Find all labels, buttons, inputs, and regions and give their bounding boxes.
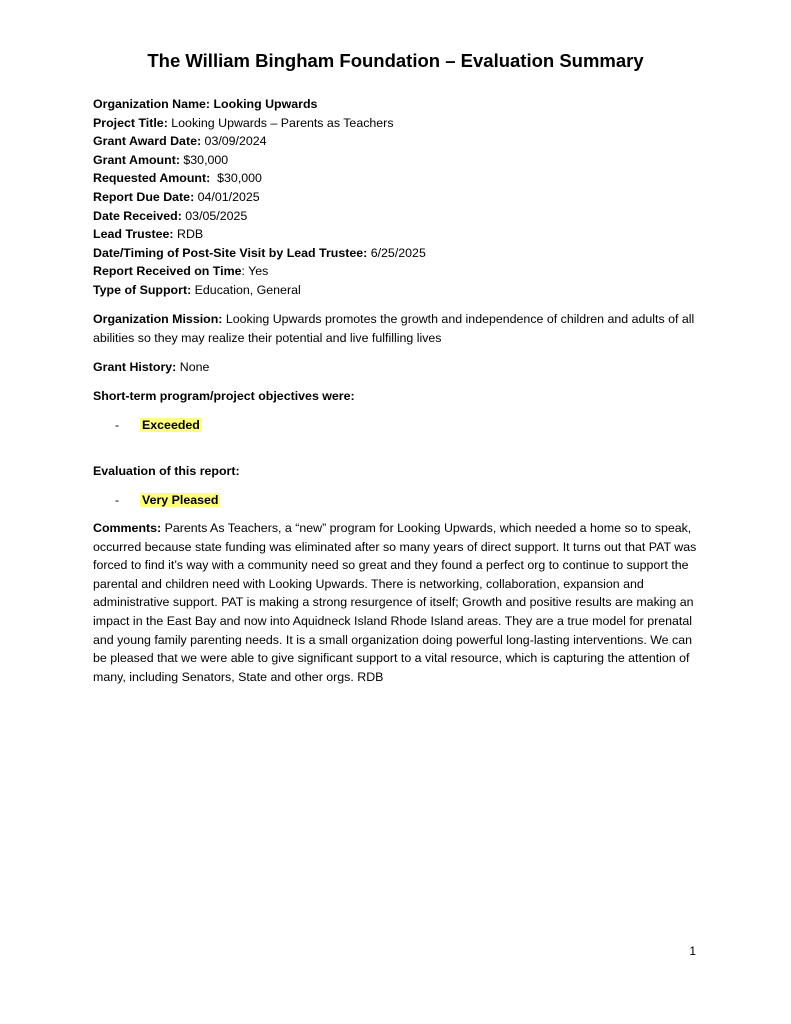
field-type-of-support [93, 281, 713, 300]
field-value: $30,000 [179, 152, 229, 167]
objectives-rating: Exceeded [142, 418, 200, 432]
field-value: 6/25/2025 [367, 245, 426, 260]
grant-history-text: None [176, 360, 210, 374]
organization-mission [93, 310, 703, 347]
field-label: Report Due Date: [93, 189, 195, 204]
field-label: Grant Amount: [93, 152, 180, 167]
mission-text: Looking Upwards promotes the growth and independence of children and adults of all abilities so they may realize their potential and live fulfilling lives [93, 312, 695, 345]
evaluation-rating: Very Pleased [142, 493, 219, 507]
field-value: RDB [173, 227, 204, 242]
field-value: 04/01/2025 [194, 189, 260, 204]
comments-label: Comments: [93, 521, 162, 535]
field-value: 03/05/2025 [181, 208, 248, 223]
bullet-dash: - [115, 418, 120, 432]
evaluation-bullet [115, 491, 220, 510]
comments [93, 519, 705, 686]
document-title: The William Bingham Foundation – Evaluation Summary [147, 50, 644, 71]
field-label: Project Title: [93, 115, 168, 130]
grant-fields [93, 95, 713, 300]
grant-history-label: Grant History: [93, 360, 177, 374]
objectives-bullet [115, 416, 202, 435]
bullet-dash: - [115, 493, 120, 507]
field-requested-amount [93, 169, 713, 188]
field-organization-name [93, 95, 713, 114]
evaluation-heading: Evaluation of this report: [93, 464, 240, 478]
field-label: Organization Name: Looking Upwards [93, 97, 318, 111]
field-lead-trustee [93, 225, 713, 244]
field-value: Education, General [191, 282, 301, 297]
field-post-site-visit [93, 244, 713, 263]
comments-text: Parents As Teachers, a “new” program for Looking Upwards, which needed a home so to speak, occurred because state funding was eliminated after so many years of direct support. It turns out that PAT was forced to find it’s way with a community need so great and they found a perfect org to continue to support the parental and children need with Looking Upwards. There is networking, collaboration, expansion and administrative support. PAT is making a strong resurgence of itself; Growth and positive results are making an impact in the East Bay and now into Aquidneck Island Rhode Island areas. They are a true model for prenatal and young family parenting needs. It is a small organization doing powerful long-lasting interventions. We can be pleased that we were able to give significant support to a vital resource, which is capturing the attention of many, including Senators, State and other orgs. RDB [93, 521, 697, 684]
field-label: Date/Timing of Post-Site Visit by Lead Trustee: [93, 245, 368, 260]
field-value: : Yes [241, 264, 269, 279]
field-label: Type of Support: [93, 282, 192, 297]
field-label: Grant Award Date: [93, 134, 202, 149]
mission-label: Organization Mission: [93, 312, 223, 326]
field-value: $30,000 [210, 171, 262, 186]
field-report-due-date [93, 188, 713, 207]
field-label: Requested Amount: [93, 171, 211, 186]
field-date-received [93, 207, 713, 226]
field-report-on-time [93, 262, 713, 281]
field-value: 03/09/2024 [201, 134, 267, 149]
field-label: Date Received: [93, 208, 182, 223]
field-label: Report Received on Time [93, 264, 242, 279]
field-grant-amount [93, 151, 713, 170]
field-label: Lead Trustee: [93, 227, 174, 242]
field-project-title [93, 114, 713, 133]
field-value: Looking Upwards – Parents as Teachers [167, 115, 394, 130]
field-grant-award-date [93, 132, 713, 151]
page-number: 1 [689, 944, 696, 958]
objectives-heading: Short-term program/project objectives were: [93, 389, 355, 403]
grant-history [93, 358, 703, 377]
